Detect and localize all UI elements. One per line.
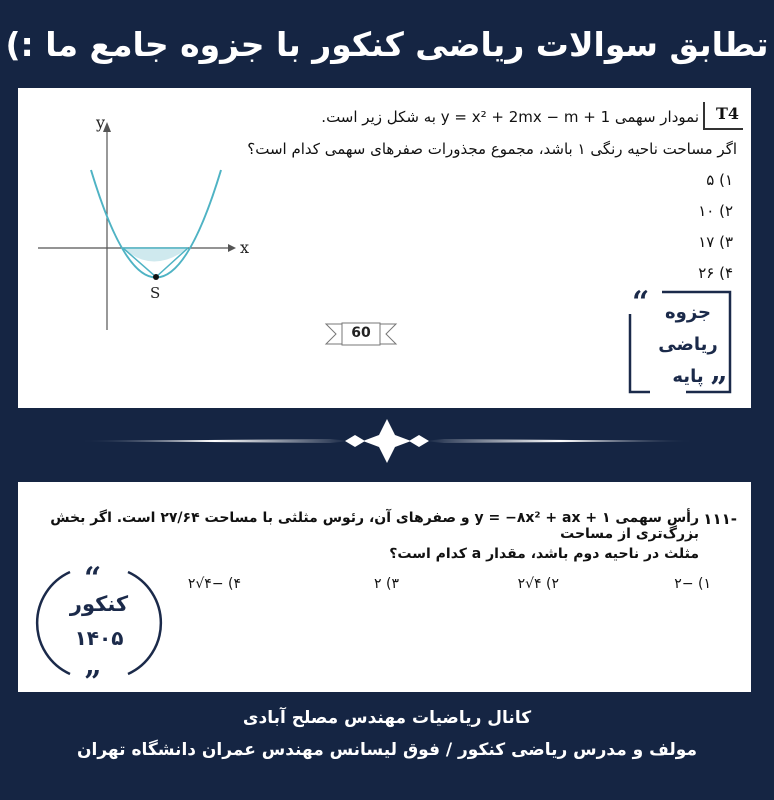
question-line-2: اگر مساحت ناحیه رنگی ۱ باشد، مجموع مجذورات صفرهای سهمی کدام است؟ (247, 140, 737, 158)
option-2: ۲) ۱۰ (698, 202, 733, 220)
konkur-badge-line-2: ۱۴۰۵ (74, 626, 124, 650)
top-question-card (18, 88, 751, 408)
option-4: ۴) ۲۶ (698, 264, 733, 282)
option-1: ۱) ۵ (706, 171, 733, 189)
badge-line-3: پایه (672, 366, 704, 387)
x-axis-label: x (240, 238, 250, 257)
svg-text:“: “ (84, 561, 102, 596)
badge-line-1: جزوه (665, 302, 711, 323)
page-number: 60 (351, 325, 371, 341)
footer-line-2: مولف و مدرس ریاضی کنکور / فوق لیسانس مهندس عمران دانشگاه تهران (77, 740, 697, 760)
option-1: ۱) −۲ (674, 576, 711, 592)
option-4: ۴) −۴√۲ (187, 576, 241, 592)
shaded-region (123, 248, 188, 262)
option-3: ۳) ۱۷ (698, 233, 733, 251)
option-3: ۳) ۲ (374, 576, 399, 592)
option-2: ۲) ۴√۲ (517, 576, 559, 592)
question-tag (703, 102, 743, 130)
question-number: -۱۱۱ (703, 510, 737, 528)
svg-text:”: ” (710, 371, 728, 400)
page-title: تطابق سوالات ریاضی کنکور با جزوه جامع ما :) (5, 25, 769, 64)
bottom-question-card (18, 482, 751, 692)
y-axis-label: y (96, 113, 106, 132)
question-tag-label: T4 (715, 104, 739, 123)
vertex-point (153, 274, 159, 280)
divider-ornament (0, 415, 774, 475)
badge-line-2: ریاضی (658, 334, 718, 355)
footer-line-1: کانال ریاضیات مهندس مصلح آبادی (242, 708, 532, 728)
konkur-badge-line-1: کنکور (69, 592, 129, 616)
x-axis-arrow (228, 244, 236, 252)
svg-text:“: “ (632, 285, 650, 320)
question-line-1: رأس سهمی y = −۸x² + ax + ۱ و صفرهای آن، رئوس مثلثی با مساحت ۲۷/۶۴ است. اگر بخش بزرگ‌تری از مساحت (50, 510, 699, 542)
parabola-graph (28, 110, 258, 350)
svg-text:”: ” (84, 665, 102, 688)
question-line-2: مثلث در ناحیه دوم باشد، مقدار a کدام است؟ (389, 546, 699, 562)
question-line-1: نمودار سهمی y = x² + 2mx − m + 1 به شکل زیر است. (321, 108, 699, 126)
konkur-badge-frame (34, 558, 164, 688)
vertex-label: S (150, 284, 161, 302)
